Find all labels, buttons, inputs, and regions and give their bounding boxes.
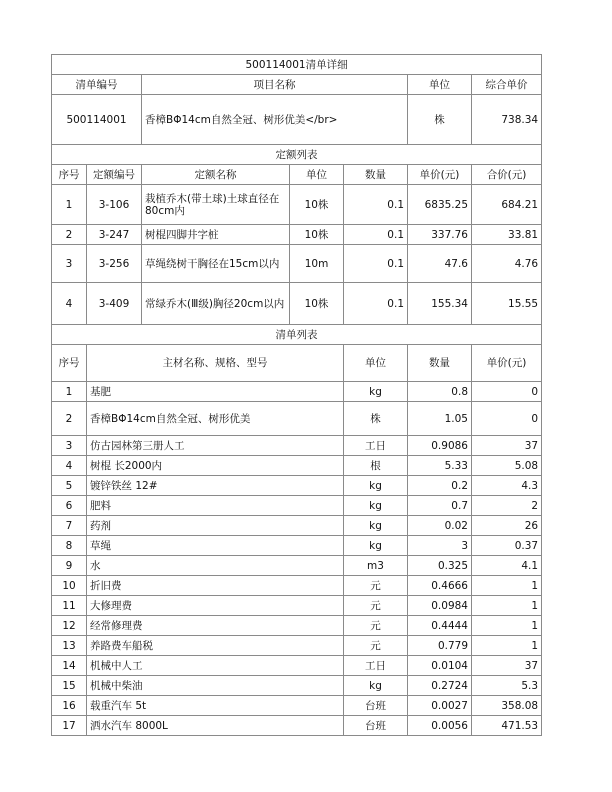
quota-col-no: 序号 [52, 165, 87, 185]
item-unit-header: 单位 [408, 75, 472, 95]
quota-row-total: 33.81 [472, 225, 542, 245]
materials-section-title: 清单列表 [52, 325, 542, 345]
materials-row [52, 456, 542, 476]
materials-row-qty: 0.9086 [408, 436, 472, 456]
materials-row-no: 4 [52, 456, 87, 476]
materials-row-qty: 3 [408, 536, 472, 556]
materials-row [52, 696, 542, 716]
quota-row-price: 155.34 [408, 283, 472, 325]
materials-row-price: 1 [472, 636, 542, 656]
materials-row-price: 1 [472, 596, 542, 616]
materials-row-price: 5.3 [472, 676, 542, 696]
materials-row-no: 2 [52, 402, 87, 436]
materials-row-unit: 根 [344, 456, 408, 476]
materials-row [52, 556, 542, 576]
materials-row-unit: kg [344, 536, 408, 556]
materials-row-qty: 0.0984 [408, 596, 472, 616]
materials-row [52, 636, 542, 656]
materials-row-qty: 0.325 [408, 556, 472, 576]
materials-row [52, 536, 542, 556]
quota-row-qty: 0.1 [344, 283, 408, 325]
materials-row-name: 机械中柴油 [87, 676, 344, 696]
quota-row-name: 常绿乔木(Ⅲ级)胸径20cm以内 [142, 283, 290, 325]
materials-row-unit: kg [344, 516, 408, 536]
materials-row-no: 9 [52, 556, 87, 576]
quota-row-code: 3-247 [87, 225, 142, 245]
materials-row-name: 洒水汽车 8000L [87, 716, 344, 736]
materials-row-qty: 0.779 [408, 636, 472, 656]
materials-row-name: 草绳 [87, 536, 344, 556]
quota-section-title: 定额列表 [52, 145, 542, 165]
materials-row-unit: 工日 [344, 656, 408, 676]
materials-row-price: 5.08 [472, 456, 542, 476]
materials-row-unit: kg [344, 382, 408, 402]
materials-row-name: 载重汽车 5t [87, 696, 344, 716]
item-name-header: 项目名称 [142, 75, 408, 95]
materials-row-qty: 5.33 [408, 456, 472, 476]
materials-row-price: 1 [472, 576, 542, 596]
quota-row-unit: 10株 [290, 283, 344, 325]
materials-row [52, 476, 542, 496]
bill-detail-table [51, 54, 542, 736]
quota-header-row [52, 165, 542, 185]
materials-col-unit: 单位 [344, 345, 408, 382]
materials-row-name: 树棍 长2000内 [87, 456, 344, 476]
materials-row-qty: 0.4666 [408, 576, 472, 596]
materials-row [52, 402, 542, 436]
materials-row-no: 7 [52, 516, 87, 536]
quota-col-code: 定额编号 [87, 165, 142, 185]
materials-row-unit: kg [344, 496, 408, 516]
materials-row-name: 肥料 [87, 496, 344, 516]
materials-row-qty: 0.0027 [408, 696, 472, 716]
quota-col-total: 合价(元) [472, 165, 542, 185]
quota-row-name: 树棍四脚井字桩 [142, 225, 290, 245]
materials-row-name: 经常修理费 [87, 616, 344, 636]
materials-row-unit: 元 [344, 576, 408, 596]
item-code-header: 清单编号 [52, 75, 142, 95]
quota-row-no: 4 [52, 283, 87, 325]
materials-row-qty: 0.0104 [408, 656, 472, 676]
materials-row-no: 13 [52, 636, 87, 656]
materials-col-price: 单价(元) [472, 345, 542, 382]
materials-row-unit: 株 [344, 402, 408, 436]
quota-row-unit: 10m [290, 245, 344, 283]
table-title: 500114001清单详细 [52, 55, 542, 75]
materials-row-no: 8 [52, 536, 87, 556]
materials-row [52, 676, 542, 696]
item-price-header: 综合单价 [472, 75, 542, 95]
materials-row-unit: 台班 [344, 696, 408, 716]
materials-row-qty: 0.8 [408, 382, 472, 402]
quota-col-unit: 单位 [290, 165, 344, 185]
quota-row [52, 283, 542, 325]
materials-row-qty: 0.4444 [408, 616, 472, 636]
materials-row-no: 3 [52, 436, 87, 456]
materials-row [52, 596, 542, 616]
materials-row-name: 香樟BΦ14cm自然全冠、树形优美 [87, 402, 344, 436]
materials-row-price: 37 [472, 656, 542, 676]
materials-row-no: 5 [52, 476, 87, 496]
quota-row-qty: 0.1 [344, 245, 408, 283]
materials-row [52, 496, 542, 516]
materials-row [52, 576, 542, 596]
quota-row-total: 4.76 [472, 245, 542, 283]
quota-row [52, 225, 542, 245]
materials-row-qty: 0.02 [408, 516, 472, 536]
quota-col-name: 定额名称 [142, 165, 290, 185]
quota-col-qty: 数量 [344, 165, 408, 185]
item-price: 738.34 [472, 95, 542, 145]
materials-row-price: 358.08 [472, 696, 542, 716]
quota-row-name: 草绳绕树干胸径在15cm以内 [142, 245, 290, 283]
materials-row-name: 水 [87, 556, 344, 576]
materials-row-name: 药剂 [87, 516, 344, 536]
materials-row [52, 616, 542, 636]
materials-row-price: 0 [472, 402, 542, 436]
quota-row-name: 栽植乔木(带土球)土球直径在80cm内 [142, 185, 290, 225]
materials-row [52, 516, 542, 536]
quota-col-price: 单价(元) [408, 165, 472, 185]
materials-row-qty: 0.2 [408, 476, 472, 496]
materials-row-unit: kg [344, 676, 408, 696]
quota-row [52, 245, 542, 283]
materials-col-no: 序号 [52, 345, 87, 382]
quota-row-price: 337.76 [408, 225, 472, 245]
materials-row [52, 382, 542, 402]
materials-row-name: 大修理费 [87, 596, 344, 616]
quota-row-unit: 10株 [290, 225, 344, 245]
materials-row-price: 26 [472, 516, 542, 536]
materials-row-name: 折旧费 [87, 576, 344, 596]
materials-row-price: 1 [472, 616, 542, 636]
materials-row-no: 10 [52, 576, 87, 596]
quota-row-code: 3-256 [87, 245, 142, 283]
materials-row-unit: m3 [344, 556, 408, 576]
quota-row-unit: 10株 [290, 185, 344, 225]
quota-row-qty: 0.1 [344, 185, 408, 225]
quota-row-code: 3-409 [87, 283, 142, 325]
materials-row-price: 0 [472, 382, 542, 402]
materials-row-qty: 0.2724 [408, 676, 472, 696]
materials-row-no: 17 [52, 716, 87, 736]
materials-row-no: 11 [52, 596, 87, 616]
quota-row-total: 15.55 [472, 283, 542, 325]
materials-row [52, 436, 542, 456]
materials-row-qty: 0.0056 [408, 716, 472, 736]
materials-row-name: 养路费车船税 [87, 636, 344, 656]
materials-row-unit: kg [344, 476, 408, 496]
materials-row-unit: 工日 [344, 436, 408, 456]
materials-row-no: 16 [52, 696, 87, 716]
materials-row-name: 基肥 [87, 382, 344, 402]
materials-row-no: 6 [52, 496, 87, 516]
materials-row-unit: 元 [344, 636, 408, 656]
materials-row [52, 716, 542, 736]
materials-row-name: 仿古园林第三册人工 [87, 436, 344, 456]
materials-row-name: 镀锌铁丝 12# [87, 476, 344, 496]
materials-row-no: 14 [52, 656, 87, 676]
quota-row-qty: 0.1 [344, 225, 408, 245]
quota-row-no: 2 [52, 225, 87, 245]
quota-row-no: 3 [52, 245, 87, 283]
quota-row-total: 684.21 [472, 185, 542, 225]
materials-row-price: 4.3 [472, 476, 542, 496]
quota-row-price: 6835.25 [408, 185, 472, 225]
materials-row-price: 0.37 [472, 536, 542, 556]
materials-row-qty: 1.05 [408, 402, 472, 436]
item-unit: 株 [408, 95, 472, 145]
quota-row-no: 1 [52, 185, 87, 225]
materials-row-name: 机械中人工 [87, 656, 344, 676]
materials-row [52, 656, 542, 676]
materials-col-qty: 数量 [408, 345, 472, 382]
materials-row-price: 37 [472, 436, 542, 456]
materials-row-price: 4.1 [472, 556, 542, 576]
quota-row-price: 47.6 [408, 245, 472, 283]
materials-row-unit: 元 [344, 596, 408, 616]
materials-row-unit: 元 [344, 616, 408, 636]
materials-row-qty: 0.7 [408, 496, 472, 516]
materials-row-price: 2 [472, 496, 542, 516]
item-code: 500114001 [52, 95, 142, 145]
materials-header-row [52, 345, 542, 382]
item-name: 香樟BΦ14cm自然全冠、树形优美</br> [142, 95, 408, 145]
quota-row [52, 185, 542, 225]
materials-col-name: 主材名称、规格、型号 [87, 345, 344, 382]
materials-row-price: 471.53 [472, 716, 542, 736]
materials-row-unit: 台班 [344, 716, 408, 736]
materials-row-no: 12 [52, 616, 87, 636]
materials-row-no: 15 [52, 676, 87, 696]
materials-row-no: 1 [52, 382, 87, 402]
quota-row-code: 3-106 [87, 185, 142, 225]
